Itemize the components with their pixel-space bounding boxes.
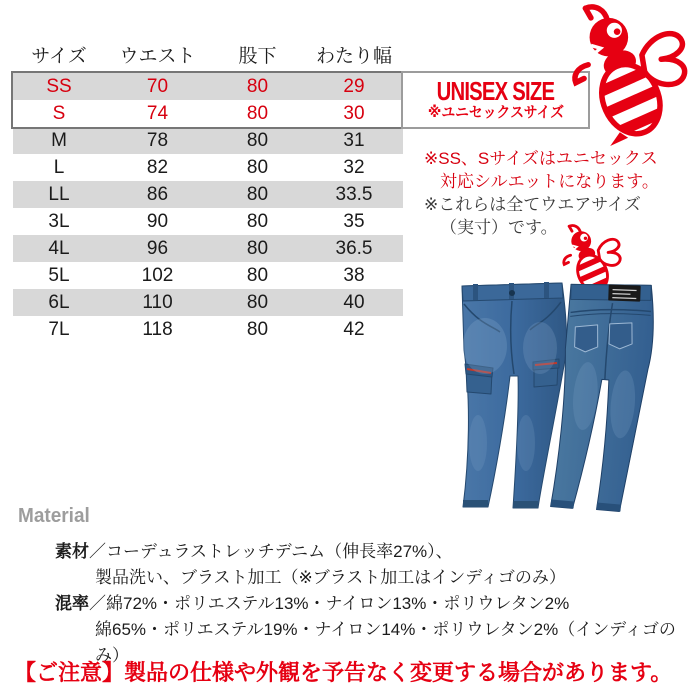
cell-thigh: 32 (343, 157, 365, 178)
cell-size: 3L (48, 211, 70, 232)
note-line: （実寸）です。 (440, 218, 558, 237)
fabric-label: 素材 (55, 542, 89, 561)
cell-waist: 96 (146, 238, 169, 259)
header-cell: ウエスト (119, 46, 196, 67)
cell-size: 4L (48, 238, 70, 259)
blend-label: 混率 (55, 594, 89, 613)
jeans-front (462, 282, 566, 508)
material-heading: Material (18, 505, 90, 527)
cell-thigh: 40 (343, 292, 365, 313)
cell-size: 6L (48, 292, 70, 313)
cell-thigh: 33.5 (335, 184, 373, 205)
cell-waist: 78 (146, 130, 169, 151)
cell-inseam: 80 (246, 157, 269, 178)
cell-inseam: 80 (246, 292, 269, 313)
material-details (55, 539, 695, 669)
table-row (13, 127, 403, 154)
cell-inseam: 80 (246, 211, 269, 232)
cell-size: S (52, 103, 66, 124)
cell-thigh: 36.5 (335, 238, 373, 259)
caution-notice: 【ご注意】製品の仕様や外観を予告なく変更する場合があります。 (14, 660, 673, 685)
size-table-header (13, 45, 403, 69)
unisex-badge-subtitle: ※ユニセックスサイズ (427, 104, 564, 121)
cell-thigh: 31 (343, 130, 365, 151)
header-cell: サイズ (31, 46, 87, 67)
cell-thigh: 29 (343, 76, 365, 97)
cell-size: M (51, 130, 67, 151)
cell-waist: 102 (141, 265, 174, 286)
fabric-line-2: 製品洗い、ブラスト加工（※ブラスト加工はインディゴのみ） (95, 568, 566, 587)
note-line: 対応シルエットになります。 (440, 172, 659, 191)
table-row (13, 181, 403, 208)
cell-size: SS (46, 76, 72, 97)
cell-inseam: 80 (246, 103, 269, 124)
jeans-back (551, 278, 658, 514)
jeans-product-photo (440, 268, 675, 523)
table-row (13, 235, 403, 262)
table-row (13, 73, 403, 100)
cell-inseam: 80 (246, 130, 269, 151)
note-line: ※SS、Sサイズはユニセックス (424, 149, 658, 168)
cell-thigh: 30 (343, 103, 365, 124)
cell-size: L (53, 157, 65, 178)
table-row (13, 154, 403, 181)
cell-thigh: 38 (343, 265, 365, 286)
cell-inseam: 80 (246, 319, 269, 340)
table-row (13, 316, 403, 343)
blend-line-2: 綿65%・ポリエステル19%・ナイロン14%・ポリウレタン2%（インディゴのみ） (95, 620, 676, 665)
cell-inseam: 80 (246, 76, 269, 97)
size-table (13, 73, 403, 343)
cell-size: 5L (48, 265, 70, 286)
blend-line: 混率／綿72%・ポリエステル13%・ナイロン13%・ポリウレタン2% (55, 594, 570, 613)
cell-waist: 110 (142, 292, 173, 313)
cell-waist: 74 (146, 103, 169, 124)
bee-mascot-icon (548, 0, 700, 146)
table-row (13, 100, 403, 127)
fabric-line: 素材／コーデュラストレッチデニム（伸長率27%）、 (55, 542, 453, 561)
cell-waist: 86 (146, 184, 169, 205)
header-cell: 股下 (238, 46, 277, 67)
cell-waist: 90 (146, 211, 169, 232)
cell-inseam: 80 (246, 184, 269, 205)
cell-thigh: 42 (343, 319, 365, 340)
table-row (13, 289, 403, 316)
cell-thigh: 35 (343, 211, 365, 232)
cell-waist: 70 (146, 76, 169, 97)
table-row (13, 208, 403, 235)
table-row (13, 262, 403, 289)
cell-inseam: 80 (246, 238, 269, 259)
cell-size: LL (48, 184, 70, 205)
header-cell: わたり幅 (315, 46, 392, 67)
cell-inseam: 80 (246, 265, 269, 286)
cell-waist: 82 (146, 157, 169, 178)
cell-waist: 118 (142, 319, 173, 340)
cell-size: 7L (48, 319, 70, 340)
unisex-badge-title: UNISEX SIZE (436, 76, 555, 106)
note-line: ※これらは全てウエアサイズ (424, 195, 641, 214)
